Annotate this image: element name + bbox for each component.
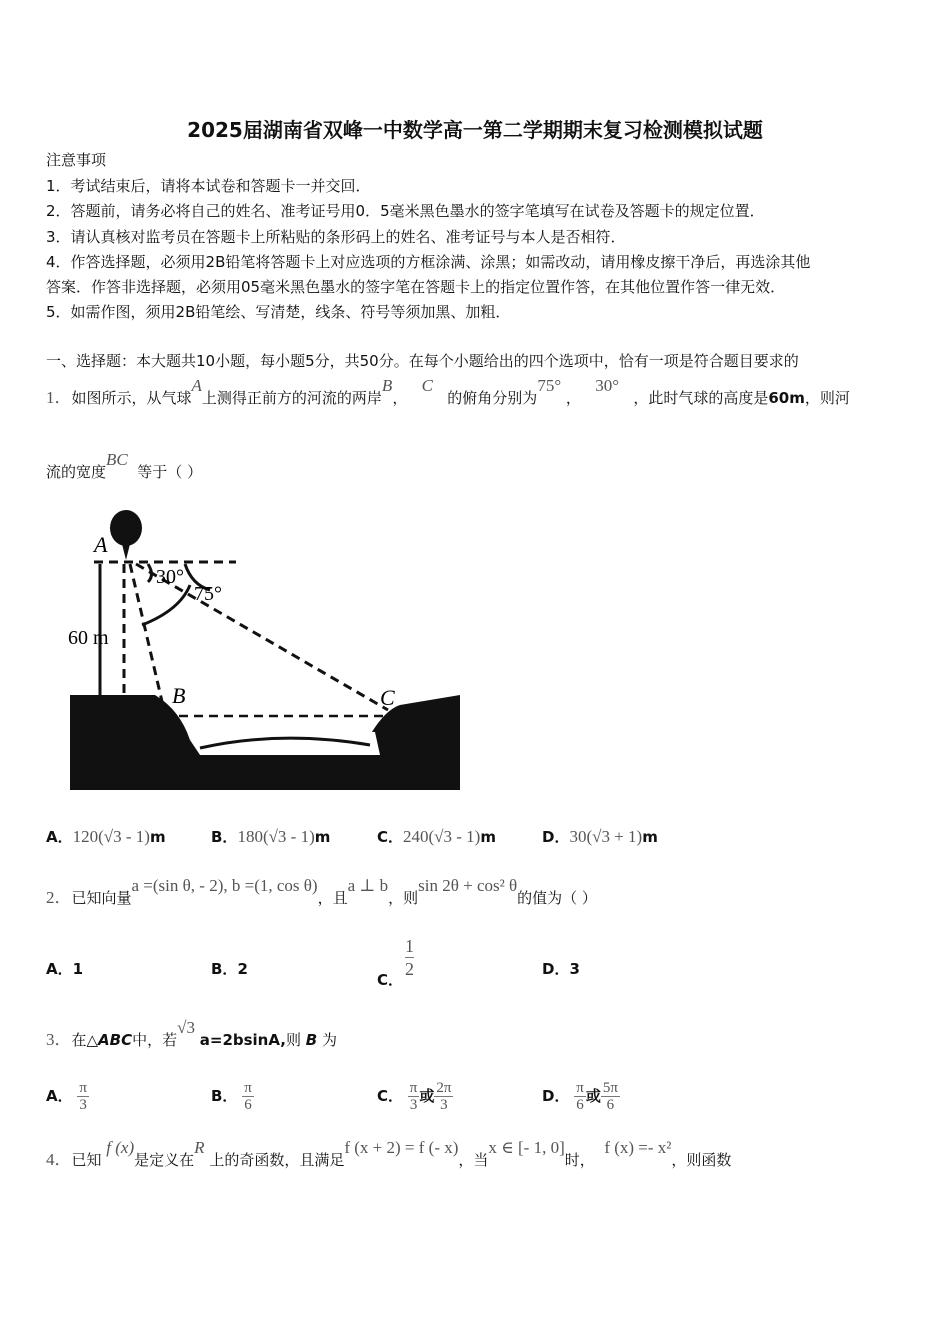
option-unit: m xyxy=(314,828,331,846)
denominator: 6 xyxy=(576,1097,584,1113)
label-c: C xyxy=(380,685,395,710)
q2-option-a[interactable] xyxy=(46,958,83,979)
q-text: ，此时气球的高度是 xyxy=(633,389,769,407)
option-label: A． xyxy=(46,1087,73,1105)
q-text: 已知向量 xyxy=(71,889,132,907)
q-text: 是定义在 xyxy=(134,1151,195,1169)
math: a =(sin θ, - 2), b =(1, cos θ) xyxy=(131,876,318,895)
q2-option-c[interactable] xyxy=(377,935,416,989)
fraction xyxy=(601,1080,620,1113)
denominator: 2 xyxy=(405,959,415,979)
q-text: ， xyxy=(392,389,408,407)
denominator: 3 xyxy=(440,1097,448,1113)
math: B xyxy=(305,1031,318,1049)
option-label: C． xyxy=(377,971,404,989)
question-3 xyxy=(46,1018,337,1050)
note-item: 1．考试结束后，请将本试卷和答题卡一并交回． xyxy=(46,177,371,195)
numerator: π xyxy=(409,1080,418,1096)
angle-30: 30° xyxy=(156,566,184,588)
option-math: 240(√3 - 1) xyxy=(403,827,481,846)
option-math: 120(√3 - 1) xyxy=(72,827,150,846)
note-item: 答案．作答非选择题，必须用05毫米黑色墨水的签字笔在答题卡上的指定位置作答，在其他位置作答一律无效． xyxy=(46,278,786,296)
option-value: 2 xyxy=(237,960,248,978)
q-number: 3． xyxy=(46,1030,72,1049)
math: sin 2θ + cos² θ xyxy=(418,876,518,895)
option-label: B． xyxy=(211,828,238,846)
q-text: 已知 xyxy=(71,1151,102,1169)
q-text: ，且 xyxy=(317,889,348,907)
q1-option-d[interactable] xyxy=(542,826,658,847)
fraction xyxy=(403,935,416,980)
note-item: 5．如需作图，须用2B铅笔绘、写清楚，线条、符号等须加黑、加粗． xyxy=(46,303,511,321)
q-text: 的俯角分别为 xyxy=(447,389,538,407)
option-label: B． xyxy=(211,1087,238,1105)
q-number: 2． xyxy=(46,888,72,907)
numerator: π xyxy=(244,1080,252,1096)
q-text: 如图所示，从气球 xyxy=(71,389,192,407)
option-label: B． xyxy=(211,960,238,978)
math: x ∈ [- 1, 0] xyxy=(488,1138,565,1157)
label-a: A xyxy=(94,532,108,557)
q-text: ，则河 xyxy=(804,389,850,407)
q-number: 1． xyxy=(46,388,72,407)
math: f (x) =- x² xyxy=(604,1138,672,1157)
balloon-river-figure xyxy=(60,500,470,805)
math: √3 xyxy=(177,1018,195,1037)
height-value: 60m xyxy=(768,389,805,407)
question-1 xyxy=(46,376,850,408)
q3-option-d[interactable] xyxy=(542,1080,620,1113)
math: B xyxy=(381,376,393,395)
note-item: 4．作答选择题，必须用2B铅笔将答题卡上对应选项的方框涂满、涂黑；如需改动，请用橡皮擦干净后，再选涂其他 xyxy=(46,253,811,271)
q2-option-d[interactable] xyxy=(542,958,580,979)
option-math: 180(√3 - 1) xyxy=(237,827,315,846)
math: R xyxy=(194,1138,205,1157)
numerator: π xyxy=(576,1080,584,1096)
angle-75: 75° xyxy=(194,583,222,605)
fraction xyxy=(77,1080,89,1113)
note-item: 3．请认真核对监考员在答题卡上所粘贴的条形码上的姓名、准考证号与本人是否相符． xyxy=(46,228,626,246)
q-text: 在△ xyxy=(71,1031,99,1049)
q1-option-a[interactable] xyxy=(46,826,166,847)
q-text: 流的宽度 xyxy=(46,463,107,481)
option-label: A． xyxy=(46,960,73,978)
math: ABC xyxy=(98,1031,133,1049)
option-value: 3 xyxy=(569,960,580,978)
note-item: 2．答题前，请务必将自己的姓名、准考证号用0．5毫米黑色墨水的签字笔填写在试卷及答题卡的规定位置． xyxy=(46,202,765,220)
q1-option-c[interactable] xyxy=(377,826,496,847)
q3-option-a[interactable] xyxy=(46,1080,89,1113)
numerator: 5π xyxy=(602,1080,618,1096)
math: C xyxy=(421,376,433,395)
q-text: 上的奇函数，且满足 xyxy=(209,1151,345,1169)
q-text: ，则 xyxy=(388,889,419,907)
q-text: ， xyxy=(565,389,581,407)
q-text: 时， xyxy=(564,1151,595,1169)
numerator: 1 xyxy=(405,936,415,956)
q-text: 上测得正前方的河流的两岸 xyxy=(201,389,382,407)
q-number: 4． xyxy=(46,1150,72,1169)
option-label: D． xyxy=(542,960,570,978)
math: a ⊥ b xyxy=(347,876,389,895)
option-value: 1 xyxy=(72,960,84,978)
fraction xyxy=(408,1080,420,1113)
q1-option-b[interactable] xyxy=(211,826,330,847)
denominator: 3 xyxy=(79,1097,87,1113)
q-text: ，则函数 xyxy=(671,1151,732,1169)
question-1-cont xyxy=(46,450,203,482)
q-text: ，当 xyxy=(458,1151,489,1169)
math: f (x) xyxy=(106,1138,135,1157)
numerator: 2π xyxy=(436,1080,452,1096)
q-text: 等于（ ） xyxy=(137,463,203,481)
math: f (x + 2) = f (- x) xyxy=(344,1138,459,1157)
or-text: 或 xyxy=(419,1087,435,1105)
question-2 xyxy=(46,876,597,908)
q3-option-c[interactable] xyxy=(377,1080,453,1113)
fraction xyxy=(434,1080,453,1113)
denominator: 3 xyxy=(409,1097,418,1113)
q-text: 为 xyxy=(321,1031,337,1049)
fraction xyxy=(242,1080,254,1113)
option-label: D． xyxy=(542,1087,570,1105)
notes-heading: 注意事项 xyxy=(46,151,107,169)
option-label: D． xyxy=(542,828,570,846)
balloon-icon xyxy=(110,510,142,546)
option-unit: m xyxy=(480,828,496,846)
fraction xyxy=(574,1080,586,1113)
math: 30° xyxy=(595,376,620,395)
height-label: 60 m xyxy=(68,627,109,649)
q2-option-b[interactable] xyxy=(211,958,248,979)
or-text: 或 xyxy=(585,1087,601,1105)
option-label: A． xyxy=(46,828,73,846)
math: A xyxy=(191,376,202,395)
option-unit: m xyxy=(149,828,166,846)
math: a=2bsinA, xyxy=(199,1031,286,1049)
question-4 xyxy=(46,1138,732,1170)
q-text: 的值为（ ） xyxy=(517,889,597,907)
q-text: 则 xyxy=(285,1031,301,1049)
numerator: π xyxy=(79,1080,87,1096)
option-label: C． xyxy=(377,1087,404,1105)
denominator: 6 xyxy=(244,1097,252,1113)
option-label: C． xyxy=(377,828,404,846)
q3-option-b[interactable] xyxy=(211,1080,254,1113)
option-unit: m xyxy=(642,828,658,846)
math: 75° xyxy=(537,376,562,395)
page-title: 2025届湖南省双峰一中数学高一第二学期期末复习检测模拟试题 xyxy=(187,118,763,142)
section-heading: 一、选择题：本大题共10小题，每小题5分，共50分。在每个小题给出的四个选项中，恰有一项是符合题目要求的 xyxy=(46,352,799,370)
option-math: 30(√3 + 1) xyxy=(569,827,643,846)
label-b: B xyxy=(172,683,186,708)
q-text: 中，若 xyxy=(132,1031,178,1049)
math: BC xyxy=(106,450,128,469)
denominator: 6 xyxy=(606,1097,615,1113)
